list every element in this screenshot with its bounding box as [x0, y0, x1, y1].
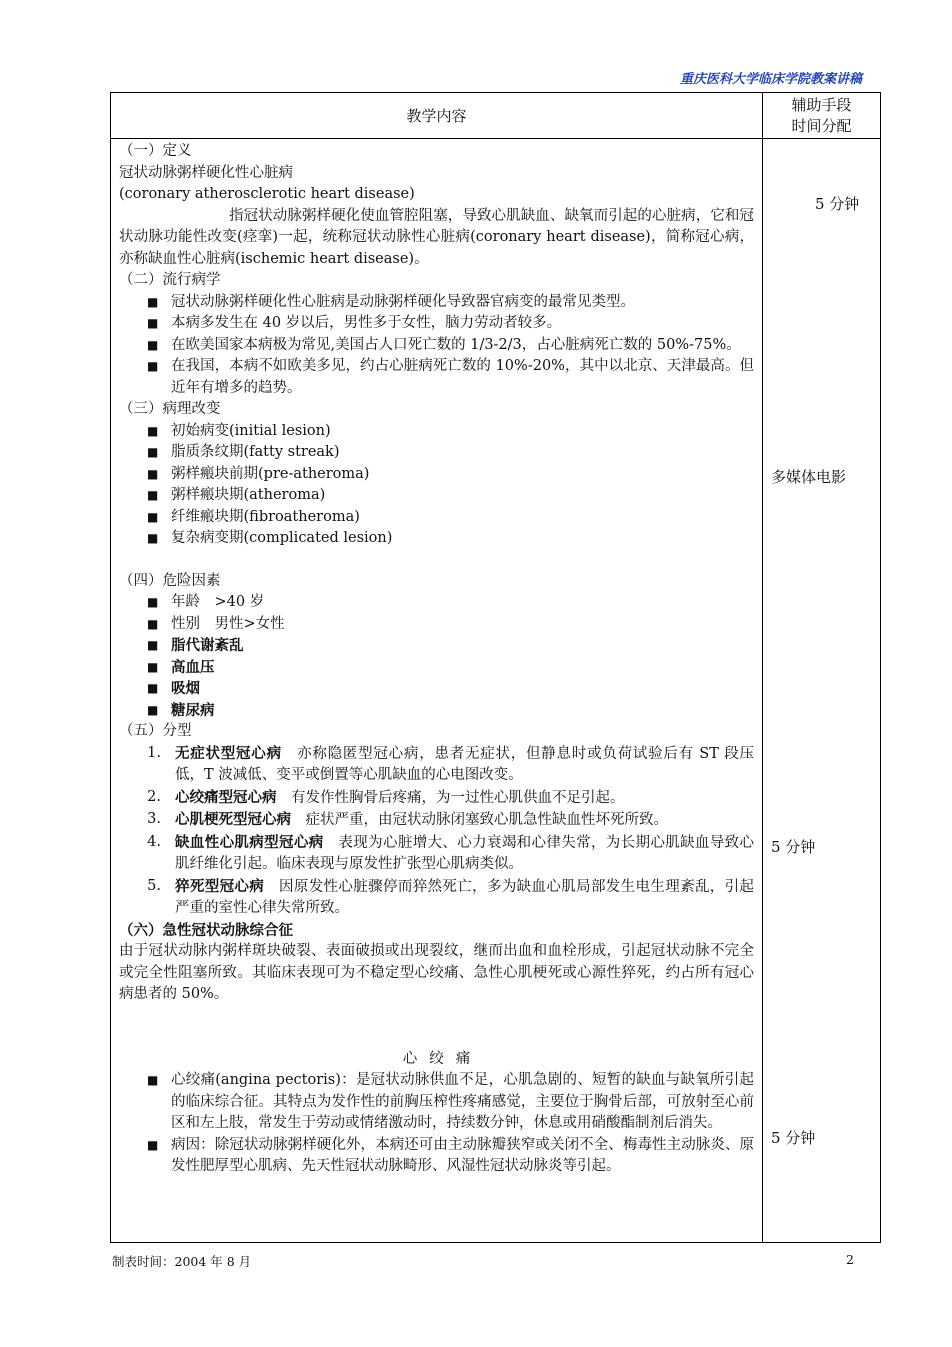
list-item: ■ 粥样瘢块期(atheroma) — [119, 485, 754, 507]
bullet-icon: ■ — [147, 595, 159, 609]
bullet-icon: ■ — [147, 337, 159, 352]
made-time: 制表时间：2004 年 8 月 — [112, 1254, 252, 1269]
lesson-table — [110, 92, 881, 1243]
bullet-icon: ■ — [147, 1137, 159, 1152]
bullet-icon: ■ — [147, 316, 159, 330]
media-note: 多媒体电影 — [771, 468, 847, 486]
numbered-item: 3. 心肌梗死型冠心病 症状严重，由冠状动脉闭塞致心肌急性缺血性坏死所致。 — [147, 811, 668, 828]
bullet-icon: ■ — [147, 659, 159, 674]
list-item: ■ 脂质条纹期(fatty streak) — [119, 442, 754, 464]
disease-name-cn: 冠状动脉粥样硬化性心脏病 — [119, 164, 293, 181]
numbered-item: 2. 心绞痛型冠心病 有发作性胸骨后疼痛，为一过性心肌供血不足引起。 — [147, 788, 625, 806]
section-6-heading: （六）急性冠状动脉综合征 — [119, 921, 293, 939]
numbered-item: 5. 猝死型冠心病 因原发性心脏骤停而猝然死亡，多为缺血心肌局部发生电生理紊乱，引起严重的室性心律失常所致。 — [147, 877, 755, 916]
aux-header-line2: 时间分配 — [791, 116, 852, 135]
bullet-icon: ■ — [147, 488, 159, 502]
time-allocation: 5 分钟 — [771, 1129, 816, 1147]
list-item: ■ 糖尿病 — [119, 700, 754, 722]
time-allocation: 5 分钟 — [771, 838, 816, 856]
aux-header-line1: 辅助手段 — [791, 95, 852, 114]
list-item: ■ 复杂病变期(complicated lesion) — [119, 528, 754, 550]
list-item: ■ 高血压 — [119, 657, 754, 679]
section-4-heading: （四）危险因素 — [119, 572, 221, 589]
disease-name-en: (coronary atherosclerotic heart disease) — [119, 186, 415, 202]
list-item: ■ 冠状动脉粥样硬化性心脏病是动脉粥样硬化导致器官病变的最常见类型。 — [119, 292, 754, 314]
aux-column-header — [763, 93, 881, 139]
numbered-item: 1. 无症状型冠心病 亦称隐匿型冠心病，患者无症状，但静息时或负荷试验后有 ST 段压低，T 波减低、变平或倒置等心肌缺血的心电图改变。 — [147, 744, 755, 783]
section-2-heading: （二）流行病学 — [119, 272, 221, 288]
list-item: ■ 纤维瘢块期(fibroatheroma) — [119, 507, 754, 529]
acs-paragraph: 由于冠状动脉内粥样斑块破裂、表面破损或出现裂纹，继而出血和血栓形成，引起冠状动脉不完全或完全性阻塞所致。其临床表现可为不稳定型心绞痛、急性心肌梗死或心源性猝死，约占所有冠心病患者的 50%。 — [119, 943, 754, 1002]
list-item: ■ 年龄 >40 岁 — [119, 592, 754, 614]
teaching-content-cell — [111, 139, 763, 1243]
bullet-icon: ■ — [147, 359, 159, 373]
bullet-icon: ■ — [147, 681, 159, 695]
section-5-heading: （五）分型 — [119, 723, 192, 739]
list-item: ■ 吸烟 — [119, 678, 754, 700]
bullet-icon: ■ — [147, 702, 159, 717]
list-item: ■ 性别 男性>女性 — [119, 614, 754, 636]
bullet-icon: ■ — [147, 423, 159, 438]
bullet-icon: ■ — [147, 294, 159, 309]
bullet-icon: ■ — [147, 616, 159, 631]
bullet-icon: ■ — [147, 638, 159, 652]
content-column-header: 教学内容 — [111, 93, 763, 139]
bullet-icon: ■ — [147, 466, 159, 481]
list-item: ■ 本病多发生在 40 岁以后，男性多于女性，脑力劳动者较多。 — [119, 313, 754, 335]
bullet-icon: ■ — [147, 531, 159, 545]
list-item: ■ 心绞痛(angina pectoris)：是冠状动脉供血不足，心肌急剧的、短暂的缺血与缺氧所引起的临床综合征。其特点为发作性的前胸压榨性疼痛感觉，主要位于胸骨后部，可放射至心前区和左上肢，常发生于劳动或情绪激动时，持续数分钟，休息或用硝酸酯制剂后消失。 — [119, 1070, 754, 1135]
list-item: ■ 脂代谢紊乱 — [119, 635, 754, 657]
page-number: 2 — [846, 1252, 854, 1267]
list-item: ■ 在我国，本病不如欧美多见，约占心脏病死亡数的 10%-20%，其中以北京、天津最高。但近年有增多的趋势。 — [119, 356, 754, 399]
bullet-icon: ■ — [147, 445, 159, 459]
time-allocation: 5 分钟 — [815, 195, 860, 213]
angina-title: 心绞痛 — [402, 1050, 483, 1067]
list-item: ■ 粥样瘢块前期(pre-atheroma) — [119, 464, 754, 486]
aux-time-cell — [763, 139, 881, 1243]
list-item: ■ 病因：除冠状动脉粥样硬化外，本病还可由主动脉瓣狭窄或关闭不全、梅毒性主动脉炎、原发性肥厚型心肌病、先天性冠状动脉畸形、风湿性冠状动脉炎等引起。 — [119, 1135, 754, 1178]
definition-paragraph: 指冠状动脉粥样硬化使血管腔阻塞，导致心肌缺血、缺氧而引起的心脏病，它和冠状动脉功能性改变(痉挛)一起，统称冠状动脉性心脏病(coronary heart disease)，简称冠心病，亦称缺血性心脏病(ischemic heart disease)。 — [119, 207, 754, 267]
bullet-icon: ■ — [147, 509, 159, 524]
section-3-heading: （三）病理改变 — [119, 401, 221, 417]
institution-header: 重庆医科大学临床学院教案讲稿 — [679, 72, 862, 87]
numbered-item: 4. 缺血性心肌病型冠心病 表现为心脏增大、心力衰竭和心律失常，为长期心肌缺血导致心肌纤维化引起。临床表现与原发性扩张型心肌病类似。 — [147, 833, 755, 872]
bullet-icon: ■ — [147, 1073, 159, 1087]
list-item: ■ 初始病变(initial lesion) — [119, 421, 754, 443]
list-item: ■ 在欧美国家本病极为常见,美国占人口死亡数的 1/3-2/3，占心脏病死亡数的 50%-75%。 — [119, 335, 754, 357]
section-1-heading: （一）定义 — [119, 143, 192, 159]
